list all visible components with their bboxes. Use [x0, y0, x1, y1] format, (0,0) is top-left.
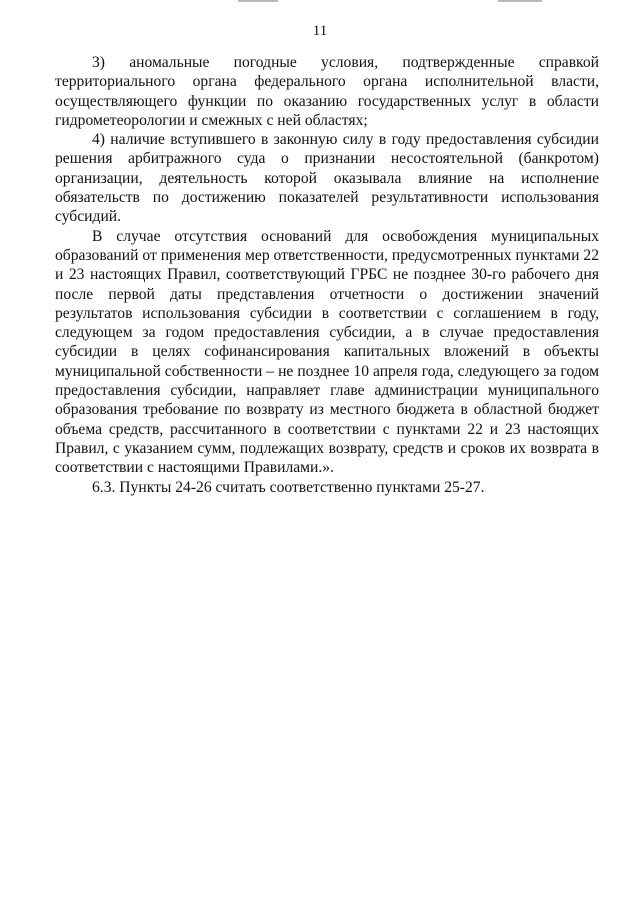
paragraph-weather-conditions: 3) аномальные погодные условия, подтвержденные справкой территориального органа федерального органа исполнительной власти, осуществляющего функции по оказанию государственных услуг в области гидрометеорологии и смежных с ней областях;	[55, 54, 599, 129]
paragraph-refund-requirement: В случае отсутствия оснований для освобождения муниципальных образований от применения мер ответственности, предусмотренных пунктами 22 и 23 настоящих Правил, соответствующий ГРБС не позднее 30-го рабочего дня после первой даты представления отчетности о достижении значений результатов использования субсидии в соответствии с соглашением в году, следующем за годом предоставления субсидии, а в случае предоставления субсидии в целях софинансирования капитальных вложений в объекты муниципальной собственности – не позднее 10 апреля года, следующего за годом предоставления субсидии, направляет главе администрации муниципального образования требование по возврату из местного бюджета в областной бюджет объема средств, рассчитанного в соответствии с пунктами 22 и 23 настоящих Правил, с указанием сумм, подлежащих возврату, средств и сроков их возврата в соответствии с настоящими Правилами.».	[55, 227, 599, 477]
paragraph-renumbering: 6.3. Пункты 24-26 считать соответственно пунктами 25-27.	[92, 478, 485, 496]
scan-mark-right	[498, 0, 542, 2]
paragraph-bankruptcy-decision: 4) наличие вступившего в законную силу в году предоставления субсидии решения арбитражного суда о признании несостоятельной (банкротом) организации, деятельность которой оказывала влияние на исполнение обязательств по достижению показателей результативности использования субсидий.	[55, 131, 599, 226]
document-body	[55, 53, 599, 497]
page-number: 11	[312, 23, 328, 39]
scan-mark-left	[238, 0, 278, 2]
